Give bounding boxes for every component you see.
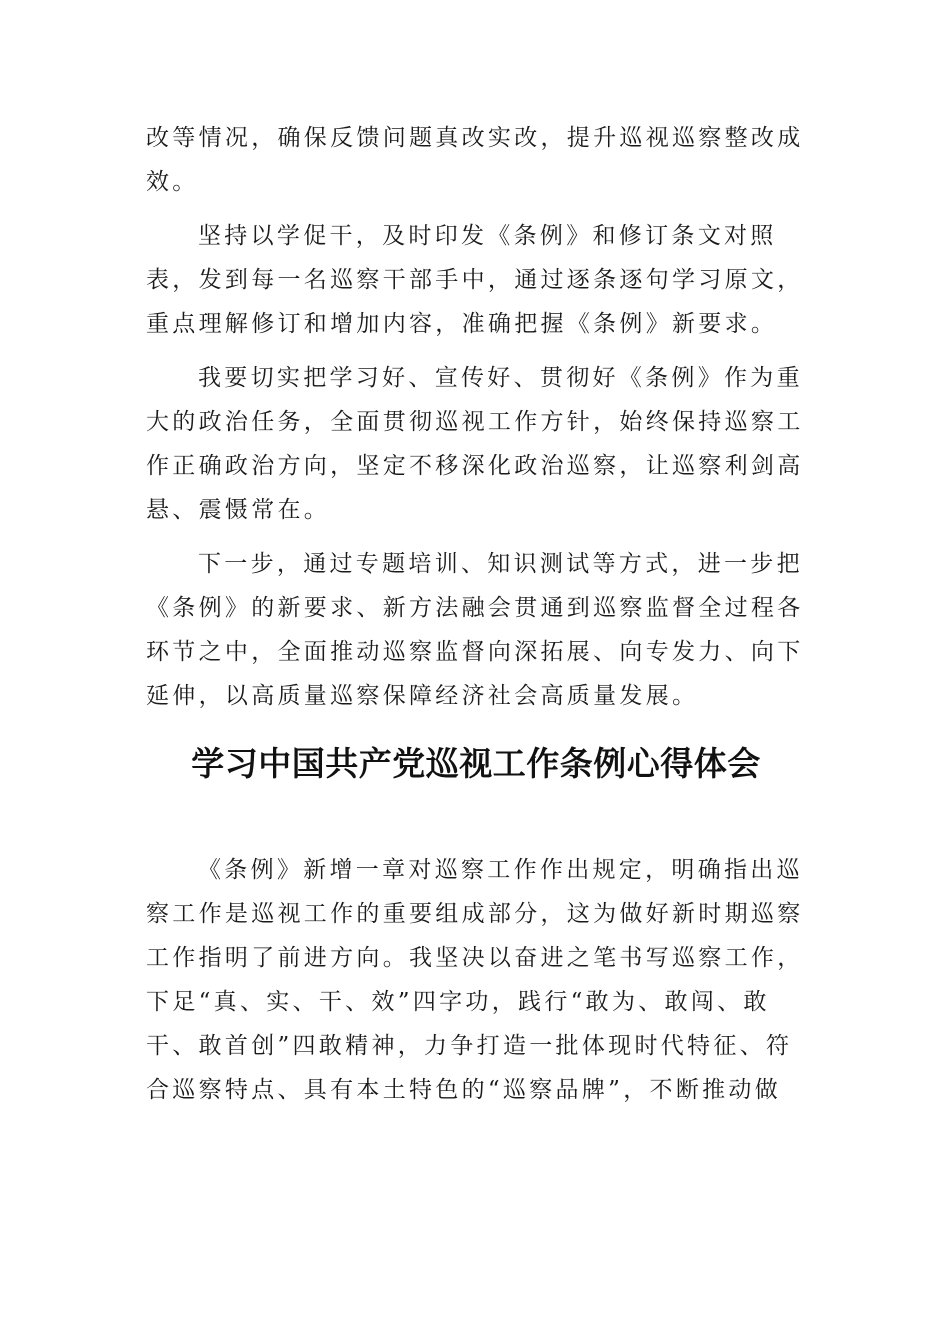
section1-body <box>146 116 806 718</box>
paragraph: 下一步，通过专题培训、知识测试等方式，进一步把《条例》的新要求、新方法融会贯通到巡察监督全过程各环节之中，全面推动巡察监督向深拓展、向专发力、向下延伸，以高质量巡察保障经济社会高质量发展。 <box>146 551 804 709</box>
paragraph: 坚持以学促干，及时印发《条例》和修订条文对照表，发到每一名巡察干部手中，通过逐条逐句学习原文，重点理解修订和增加内容，准确把握《条例》新要求。 <box>146 223 804 337</box>
section2-body <box>146 848 806 1112</box>
paragraph: 我要切实把学习好、宣传好、贯彻好《条例》作为重大的政治任务，全面贯彻巡视工作方针，始终保持巡察工作正确政治方向，坚定不移深化政治巡察，让巡察利剑高悬、震慑常在。 <box>146 365 804 523</box>
paragraph: 《条例》新增一章对巡察工作作出规定，明确指出巡察工作是巡视工作的重要组成部分，这为做好新时期巡察工作指明了前进方向。我坚决以奋进之笔书写巡察工作，下足“真、实、干、效”四字功，践行“敢为、敢闯、敢干、敢首创”四敢精神，力争打造一批体现时代特征、符合巡察特点、具有本土特色的“巡察品牌”，不断推动做 <box>146 857 804 1103</box>
section-title: 学习中国共产党巡视工作条例心得体会 <box>191 744 761 783</box>
paragraph-continued: 改等情况，确保反馈问题真改实改，提升巡视巡察整改成效。 <box>146 125 804 195</box>
